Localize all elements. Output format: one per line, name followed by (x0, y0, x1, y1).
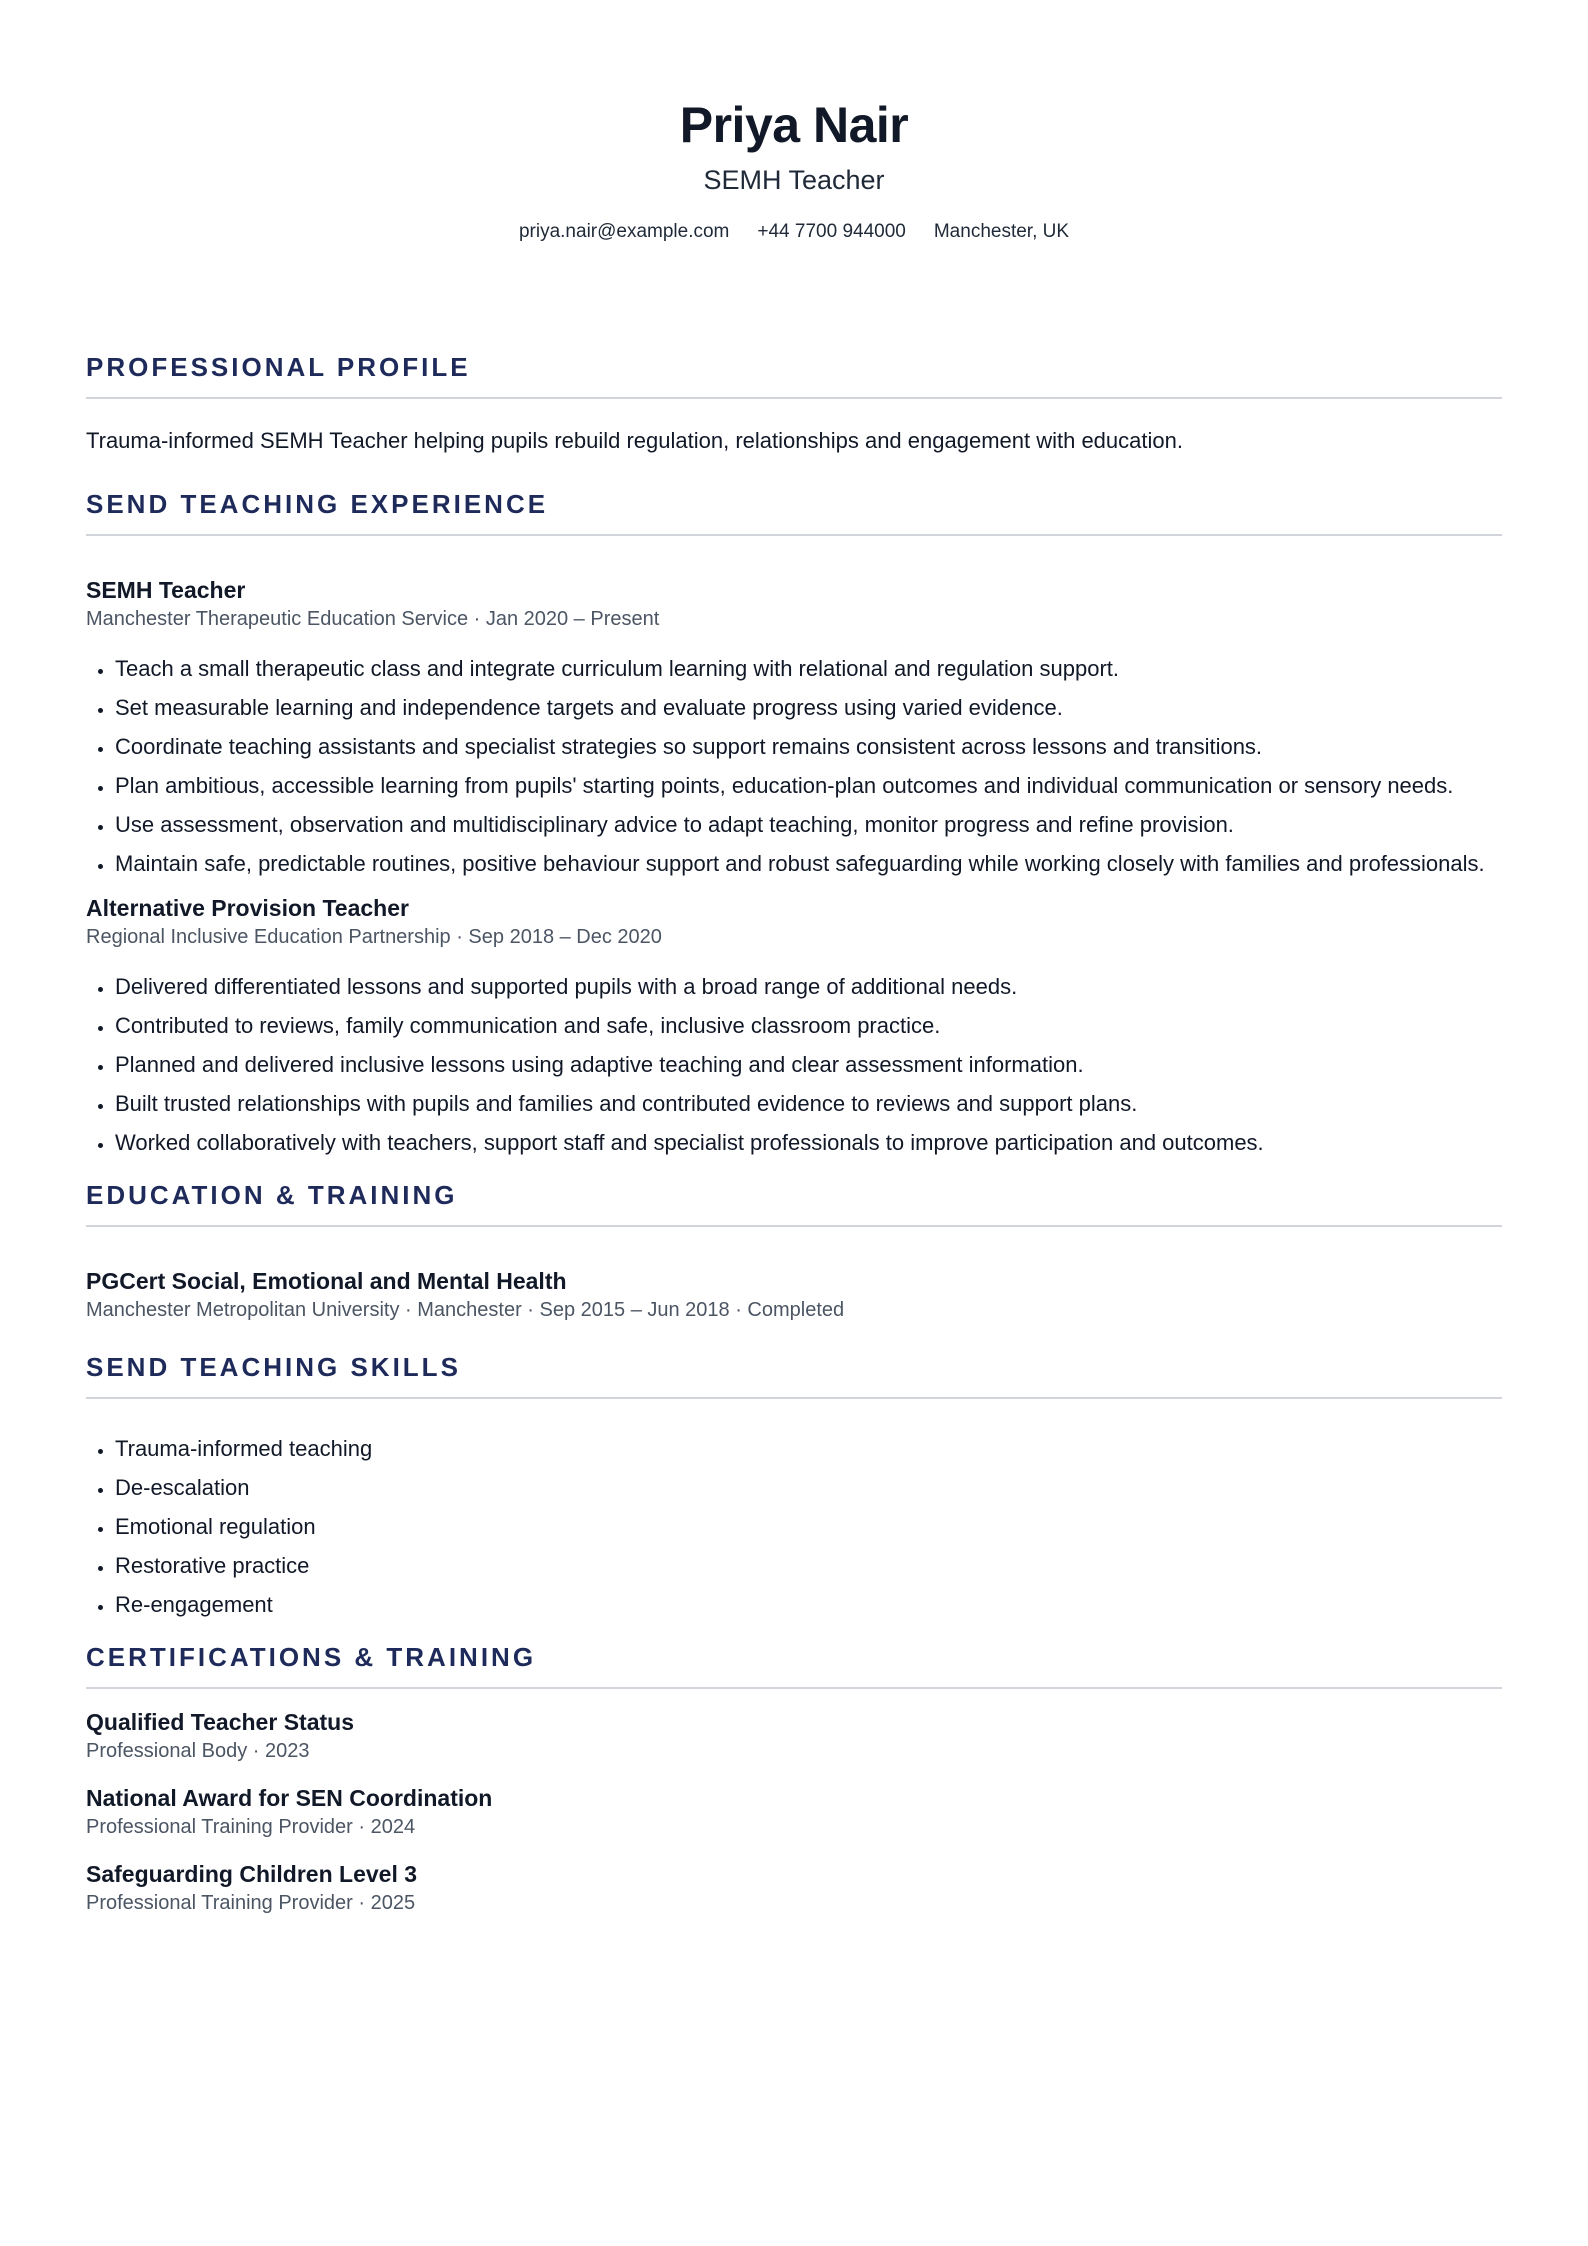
contact-line (86, 218, 1502, 246)
section-heading: PROFESSIONAL PROFILE (86, 350, 1502, 399)
job-title: SEMH Teacher (86, 577, 246, 603)
education-title: PGCert Social, Emotional and Mental Health (86, 1268, 567, 1294)
list-item: • De-escalation (115, 1472, 1502, 1503)
job-meta: Manchester Therapeutic Education Service · Jan 2020 – Present (86, 608, 660, 630)
list-item: • Built trusted relationships with pupils and families and contributed evidence to reviews and support plans. (115, 1088, 1502, 1119)
section-heading: EDUCATION & TRAINING (86, 1178, 1502, 1227)
list-item: • Delivered differentiated lessons and supported pupils with a broad range of additional needs. (115, 971, 1502, 1002)
certification-entry (86, 1707, 1502, 1765)
section-heading: CERTIFICATIONS & TRAINING (86, 1640, 1502, 1689)
job-title: Alternative Provision Teacher (86, 895, 409, 921)
resume-header (86, 0, 1502, 246)
certification-meta: Professional Body · 2023 (86, 1740, 310, 1762)
certification-meta: Professional Training Provider · 2025 (86, 1892, 416, 1914)
job-entry (86, 575, 1502, 879)
contact-location: Manchester, UK (933, 221, 1070, 242)
list-item: • Maintain safe, predictable routines, positive behaviour support and robust safeguarding while working closely with families and professionals. (115, 848, 1502, 879)
list-item: • Restorative practice (115, 1550, 1502, 1581)
section-heading: SEND TEACHING SKILLS (86, 1350, 1502, 1399)
list-item: • Teach a small therapeutic class and integrate curriculum learning with relational and regulation support. (115, 653, 1502, 684)
contact-phone[interactable]: +44 7700 944000 (757, 221, 906, 242)
section-profile (86, 350, 1502, 457)
section-education (86, 1178, 1502, 1324)
list-item: • Worked collaboratively with teachers, support staff and specialist professionals to improve participation and outcomes. (115, 1127, 1502, 1158)
certification-title: Safeguarding Children Level 3 (86, 1861, 418, 1887)
certification-title: National Award for SEN Coordination (86, 1785, 493, 1811)
section-experience (86, 487, 1502, 1158)
section-heading: SEND TEACHING EXPERIENCE (86, 487, 1502, 536)
education-meta: Manchester Metropolitan University · Manchester · Sep 2015 – Jun 2018 · Completed (86, 1299, 845, 1321)
job-entry (86, 893, 1502, 1158)
list-item: • Trauma-informed teaching (115, 1433, 1502, 1464)
list-item: • Re-engagement (115, 1589, 1502, 1620)
candidate-name: Priya Nair (679, 97, 909, 153)
certification-entry (86, 1859, 1502, 1917)
skills-list (86, 1433, 1502, 1620)
list-item: • Contributed to reviews, family communication and safe, inclusive classroom practice. (115, 1010, 1502, 1041)
certification-meta: Professional Training Provider · 2024 (86, 1816, 416, 1838)
certification-title: Qualified Teacher Status (86, 1709, 354, 1735)
education-entry (86, 1266, 1502, 1324)
section-skills (86, 1350, 1502, 1620)
list-item: • Coordinate teaching assistants and specialist strategies so support remains consistent across lessons and transitions. (115, 731, 1502, 762)
list-item: • Planned and delivered inclusive lessons using adaptive teaching and clear assessment information. (115, 1049, 1502, 1080)
job-meta: Regional Inclusive Education Partnership · Sep 2018 – Dec 2020 (86, 926, 662, 948)
section-certifications (86, 1640, 1502, 1917)
list-item: • Plan ambitious, accessible learning from pupils' starting points, education-plan outcomes and individual communication or sensory needs. (115, 770, 1502, 801)
job-bullets (86, 653, 1502, 879)
candidate-title: SEMH Teacher (703, 165, 885, 195)
list-item: • Emotional regulation (115, 1511, 1502, 1542)
list-item: • Use assessment, observation and multidisciplinary advice to adapt teaching, monitor progress and refine provision. (115, 809, 1502, 840)
list-item: • Set measurable learning and independence targets and evaluate progress using varied evidence. (115, 692, 1502, 723)
job-bullets (86, 971, 1502, 1158)
profile-summary: Trauma-informed SEMH Teacher helping pupils rebuild regulation, relationships and engagement with education. (86, 428, 1183, 453)
contact-email[interactable]: priya.nair@example.com (518, 221, 730, 242)
certification-entry (86, 1783, 1502, 1841)
